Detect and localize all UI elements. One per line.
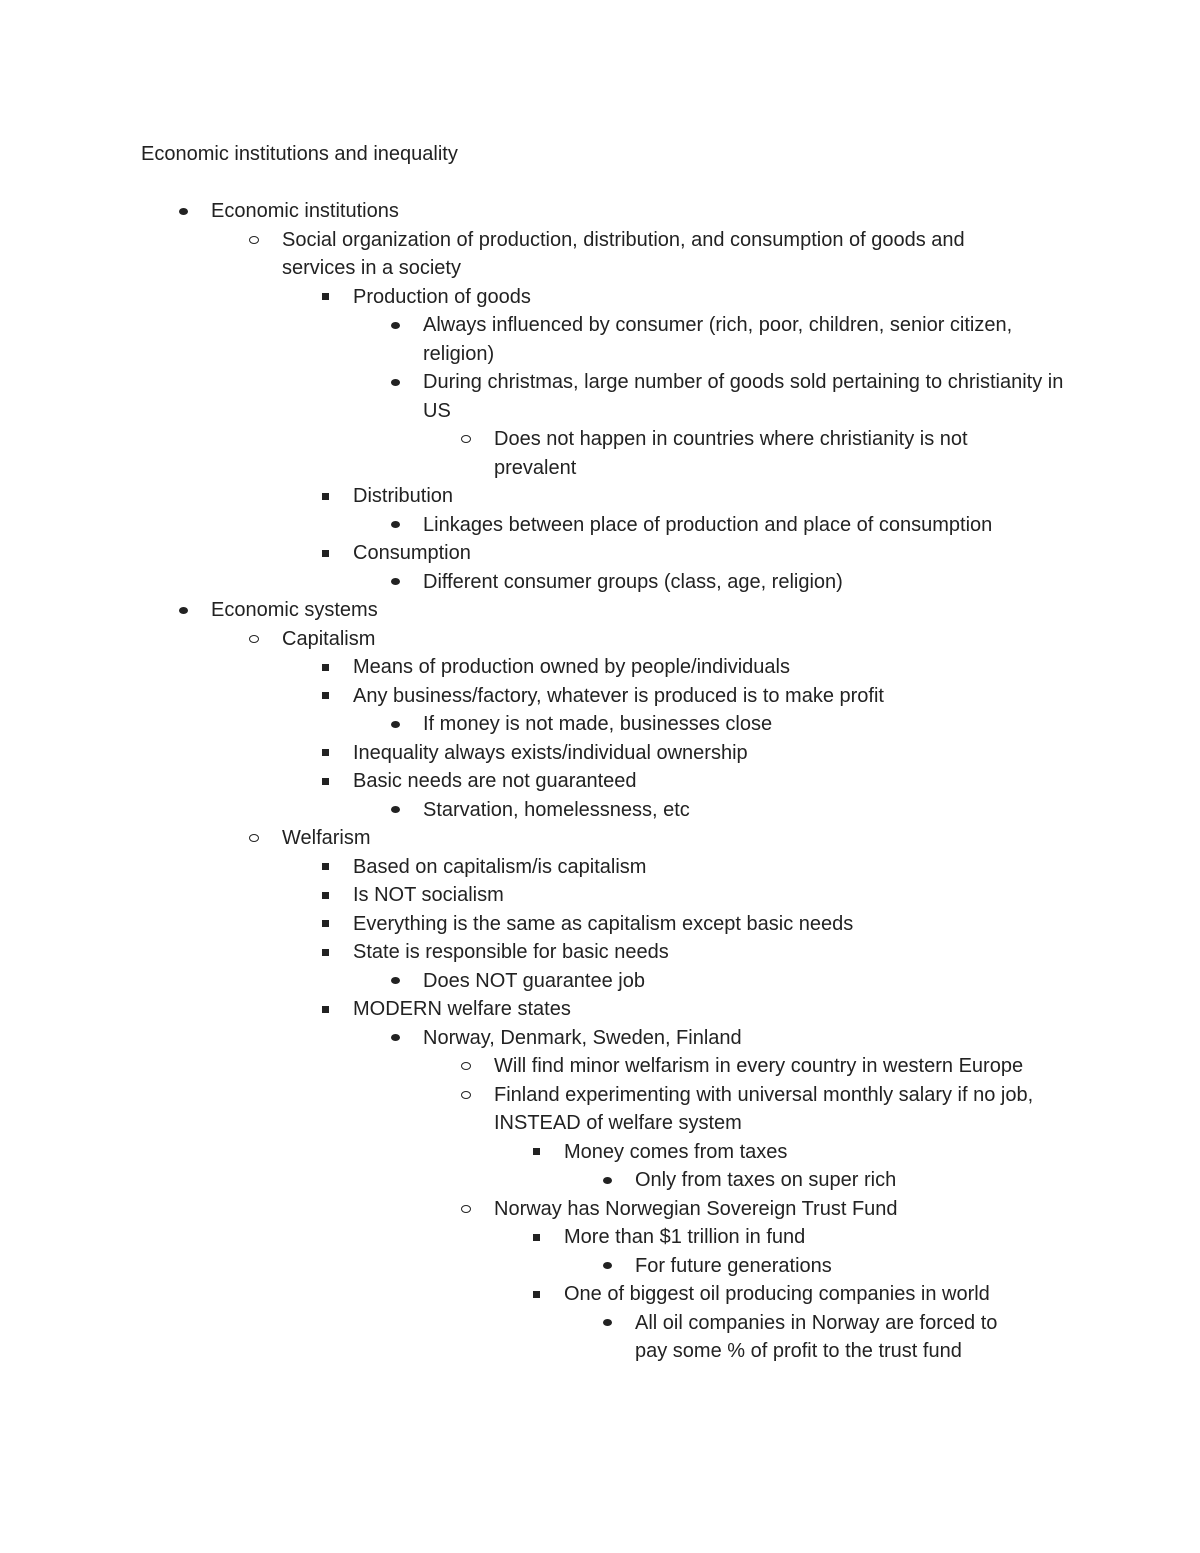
list-item-text: Production of goods [353, 285, 531, 308]
list-item [0, 881, 1200, 910]
filled-circle-bullet-icon [385, 311, 405, 340]
list-item-text: Norway, Denmark, Sweden, Finland [423, 1026, 742, 1049]
list-item [0, 1280, 1200, 1309]
list-item [0, 767, 1200, 796]
list-item-text: MODERN welfare states [353, 998, 571, 1020]
list-item [0, 1024, 1200, 1053]
square-bullet-icon [526, 1223, 546, 1252]
list-item [0, 938, 1200, 967]
square-bullet-icon [315, 995, 335, 1024]
list-item [0, 539, 1200, 568]
hollow-circle-bullet-icon [456, 1052, 476, 1081]
list-item-text: Social organization of production, distribution, and consumption of goods and services in a society [282, 228, 965, 279]
list-item [0, 682, 1200, 711]
list-item [0, 967, 1200, 996]
list-item-text: If money is not made, businesses close [423, 713, 773, 735]
list-item [0, 1052, 1200, 1081]
list-item-text: Consumption [353, 542, 471, 564]
filled-circle-bullet-icon [597, 1166, 617, 1195]
list-item-text: Basic needs are not guaranteed [353, 770, 637, 792]
list-item-text: Economic systems [211, 599, 378, 621]
list-item [0, 283, 1200, 312]
filled-circle-bullet-icon [173, 197, 193, 226]
list-item-text: Norway has Norwegian Sovereign Trust Fund [494, 1197, 898, 1220]
list-item [0, 425, 1200, 482]
list-item-text: Different consumer groups (class, age, religion) [423, 570, 843, 593]
list-item-text: Will find minor welfarism in every country in western Europe [494, 1055, 1024, 1077]
square-bullet-icon [315, 881, 335, 910]
list-item [0, 368, 1200, 425]
list-item-text: All oil companies in Norway are forced to pay some % of profit to the trust fund [635, 1311, 998, 1362]
list-item [0, 311, 1200, 368]
square-bullet-icon [315, 482, 335, 511]
filled-circle-bullet-icon [597, 1309, 617, 1338]
filled-circle-bullet-icon [173, 596, 193, 625]
list-item-text: Economic institutions [211, 200, 399, 222]
list-item-text: State is responsible for basic needs [353, 941, 669, 963]
list-item [0, 1223, 1200, 1252]
list-item-text: Everything is the same as capitalism except basic needs [353, 912, 854, 935]
hollow-circle-bullet-icon [456, 1195, 476, 1224]
list-item-text: Means of production owned by people/individuals [353, 656, 790, 678]
list-item-text: Always influenced by consumer (rich, poor, children, senior citizen, religion) [423, 314, 1013, 365]
list-item-text: More than $1 trillion in fund [564, 1226, 806, 1248]
filled-circle-bullet-icon [385, 710, 405, 739]
hollow-circle-bullet-icon [244, 625, 264, 654]
square-bullet-icon [526, 1280, 546, 1309]
square-bullet-icon [315, 767, 335, 796]
list-item [0, 796, 1200, 825]
filled-circle-bullet-icon [385, 1024, 405, 1053]
list-item-text: Starvation, homelessness, etc [423, 798, 690, 821]
list-item-text: Capitalism [282, 627, 376, 650]
list-item-text: Does NOT guarantee job [423, 969, 645, 992]
list-item [0, 653, 1200, 682]
outline-list [0, 197, 1200, 1366]
list-item [0, 824, 1200, 853]
list-item-text: Any business/factory, whatever is produced is to make profit [353, 684, 884, 707]
filled-circle-bullet-icon [385, 796, 405, 825]
list-item-text: Welfarism [282, 827, 371, 849]
list-item [0, 568, 1200, 597]
list-item [0, 995, 1200, 1024]
list-item [0, 739, 1200, 768]
list-item-text: Linkages between place of production and place of consumption [423, 513, 993, 536]
square-bullet-icon [315, 739, 335, 768]
square-bullet-icon [315, 938, 335, 967]
list-item-text: During christmas, large number of goods sold pertaining to christianity in US [423, 371, 1064, 422]
list-item [0, 482, 1200, 511]
hollow-circle-bullet-icon [244, 226, 264, 255]
list-item-text: One of biggest oil producing companies in world [564, 1283, 990, 1305]
list-item-text: Only from taxes on super rich [635, 1169, 897, 1191]
filled-circle-bullet-icon [385, 368, 405, 397]
filled-circle-bullet-icon [385, 967, 405, 996]
square-bullet-icon [315, 682, 335, 711]
filled-circle-bullet-icon [385, 568, 405, 597]
list-item [0, 1309, 1200, 1366]
hollow-circle-bullet-icon [456, 425, 476, 454]
list-item-text: Finland experimenting with universal monthly salary if no job, INSTEAD of welfare system [494, 1083, 1034, 1134]
list-item [0, 1195, 1200, 1224]
square-bullet-icon [315, 283, 335, 312]
filled-circle-bullet-icon [385, 511, 405, 540]
list-item-text: Based on capitalism/is capitalism [353, 855, 647, 878]
list-item [0, 853, 1200, 882]
list-item [0, 1166, 1200, 1195]
square-bullet-icon [315, 853, 335, 882]
list-item-text: Distribution [353, 485, 454, 507]
list-item-text: For future generations [635, 1254, 832, 1277]
list-item [0, 1138, 1200, 1167]
list-item [0, 596, 1200, 625]
list-item [0, 226, 1200, 283]
filled-circle-bullet-icon [597, 1252, 617, 1281]
list-item-text: Inequality always exists/individual ownership [353, 741, 748, 764]
square-bullet-icon [315, 539, 335, 568]
square-bullet-icon [315, 653, 335, 682]
list-item [0, 710, 1200, 739]
list-item-text: Does not happen in countries where christianity is not prevalent [494, 428, 968, 479]
list-item-text: Money comes from taxes [564, 1140, 788, 1163]
list-item [0, 625, 1200, 654]
hollow-circle-bullet-icon [244, 824, 264, 853]
list-item [0, 1252, 1200, 1281]
list-item [0, 511, 1200, 540]
document-title: Economic institutions and inequality [141, 143, 458, 165]
list-item [0, 1081, 1200, 1138]
hollow-circle-bullet-icon [456, 1081, 476, 1110]
list-item [0, 910, 1200, 939]
list-item-text: Is NOT socialism [353, 884, 504, 906]
square-bullet-icon [315, 910, 335, 939]
list-item [0, 197, 1200, 226]
square-bullet-icon [526, 1138, 546, 1167]
